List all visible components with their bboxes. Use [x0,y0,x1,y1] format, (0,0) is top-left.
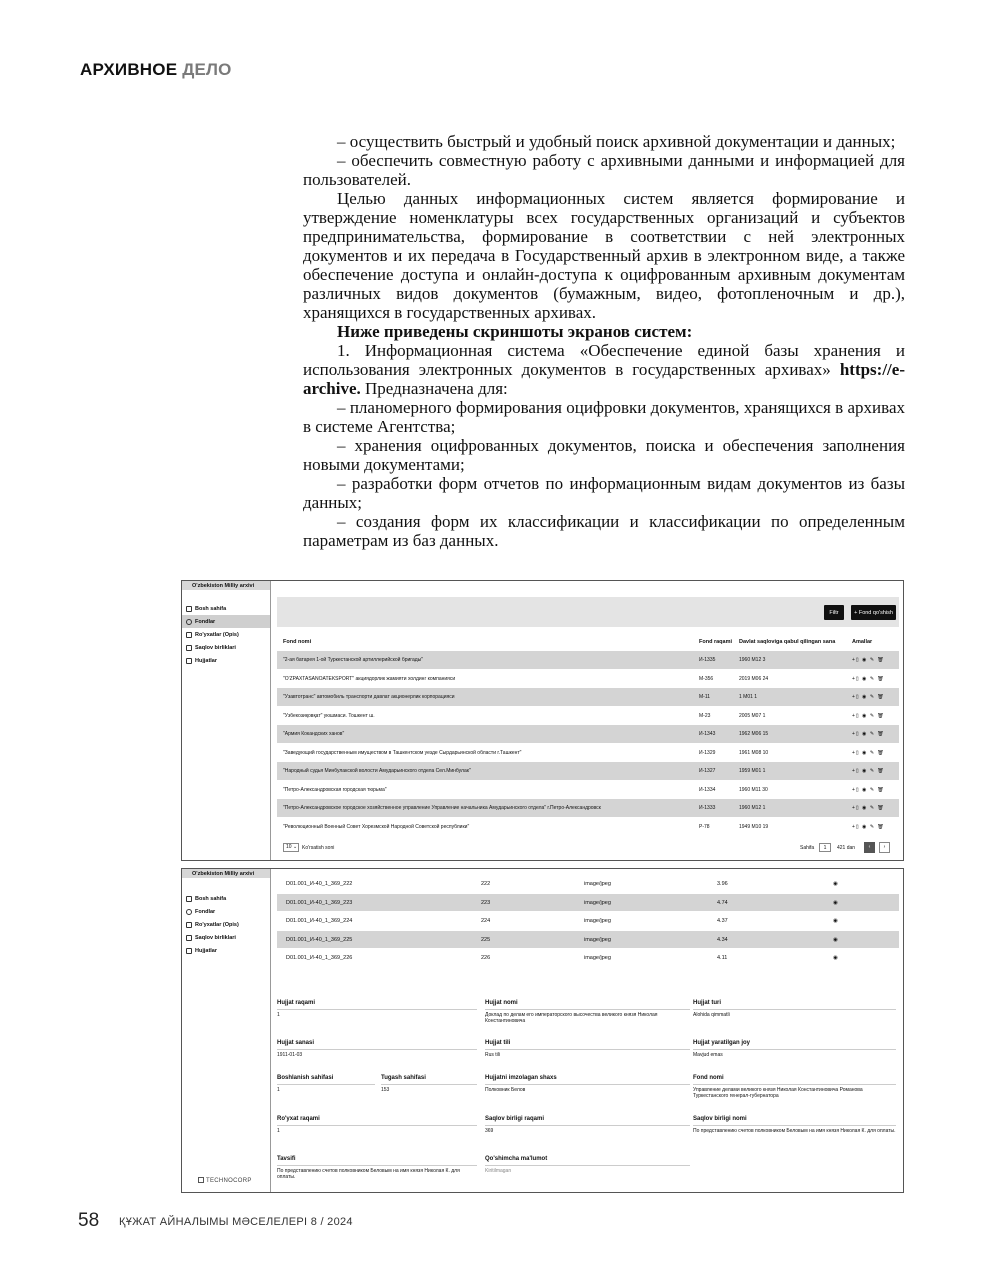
fond-name: "Народный судья Минбулакской волости Амударьинского отдела Сел.Минбулак" [283,768,471,774]
page-total: 421 dan [837,845,856,851]
field-value: Rus tili [485,1052,501,1058]
fond-number: M-356 [699,675,714,682]
row-actions[interactable]: +▯ ◉ ✎ 🗑 [852,823,885,830]
file-type: image/jpeg [584,936,611,943]
column-header[interactable]: Davlat saqloviga qabul qilingan sana [739,639,836,645]
field-label: Ro'yxat raqami [277,1116,477,1126]
fond-number: И-1329 [699,749,716,756]
file-row[interactable] [277,894,899,913]
field-fond-name [693,1075,896,1099]
field-label: Qo'shimcha ma'lumot [485,1156,690,1166]
chevron-down-icon: ⌄ [292,844,298,850]
list-icon [186,922,192,928]
sidebar-item-label: Saqlov birliklari [195,644,236,651]
prev-page-button[interactable] [864,842,875,853]
chevron-left-icon: ‹ [868,844,871,850]
field-value: Доклад по делам его императорского высочества великого князя Николая Константиновича [485,1012,658,1024]
column-header[interactable]: Fond nomi [283,639,312,645]
list-icon [186,632,192,638]
field-value: По представлению счетов полковником Беловым на имя князя Николая К. для оплаты. [277,1168,460,1180]
field-label: Boshlanish sahifasi [277,1075,375,1085]
paragraph: – хранения оцифрованных документов, поиска и обеспечения заполнения новыми документами; [303,436,905,474]
eye-icon[interactable]: ◉ [833,955,838,961]
field-label: Hujjat raqami [277,1000,477,1010]
fond-date: 2005 M07 1 [739,712,766,719]
journal-footer: ҚҰЖАТ АЙНАЛЫМЫ МӘСЕЛЕЛЕРІ 8 / 2024 [119,1216,353,1228]
fond-date: 1959 M01 1 [739,768,766,774]
sidebar-item-label: Bosh sahifa [195,895,227,902]
sidebar-title: O'zbekiston Milliy arxivi [182,869,270,878]
fond-number: M-11 [699,694,711,700]
header-title-accent: ДЕЛО [182,60,232,79]
field-value: Mavjud emas [693,1052,723,1058]
eye-icon[interactable]: ◉ [833,936,838,943]
fond-number: И-1333 [699,805,716,811]
running-header [80,60,232,80]
table-row[interactable] [277,744,899,763]
add-fond-button[interactable]: + Fond qo'shish [851,605,896,620]
table-row[interactable] [277,818,899,837]
sidebar-item-home[interactable] [182,892,270,905]
fond-number: И-1327 [699,768,716,774]
row-actions[interactable]: +▯ ◉ ✎ 🗑 [852,768,885,774]
file-page: 223 [481,899,491,906]
field-value: 369 [485,1128,494,1134]
row-actions[interactable]: +▯ ◉ ✎ 🗑 [852,805,885,811]
field-document-name [485,1000,690,1024]
eye-icon[interactable]: ◉ [833,918,838,924]
table-row[interactable] [277,799,899,818]
fond-number: И-1343 [699,731,716,737]
fond-date: 2019 M06 24 [739,675,769,682]
sidebar-item-label: Ro'yxatlar (Opis) [195,921,239,928]
document-icon [186,658,192,664]
field-value: 1 [277,1128,280,1134]
table-row[interactable] [277,707,899,726]
brand-name: TECHNOCORP [206,1178,252,1184]
article-body [303,132,905,550]
fond-name: "Армия Кокандских ханов" [283,731,345,737]
paragraph: – создания форм их классификации и классификации по определенным параметрам из баз данных. [303,512,905,550]
field-label: Fond nomi [693,1075,896,1085]
fond-date: 1962 M06 15 [739,731,769,737]
field-label: Hujjat sanasi [277,1040,477,1050]
field-description [277,1156,477,1180]
row-actions[interactable]: +▯ ◉ ✎ 🗑 [852,694,885,700]
sidebar-item-label: Ro'yxatlar (Opis) [195,631,239,638]
paragraph: Целью данных информационных систем является формирование и утверждение номенклатуры всех государственных организаций и субъектов предпринимательства, формирование в соответствии с ней электронных документов и их передача в Государственный архив в электронном виде, а также обеспечение доступа и онлайн-доступа к оцифрованным архивным документам различных видов документов (бумажным, видео, фотопленочным и др.), хранящихся в государственных архивах. [303,189,905,322]
table-header [277,639,899,651]
main-content [277,869,899,1192]
sidebar-title: O'zbekiston Milliy arxivi [182,581,270,590]
field-value: По представлению счетов полковником Беловым на имя князя Николая К. для оплаты. [693,1128,896,1134]
field-value: 1911-01-03 [277,1052,303,1058]
table-row[interactable] [277,762,899,781]
paragraph: – планомерного формирования оцифровки документов, хранящихся в архивах в системе Агентства; [303,398,905,436]
sidebar-item-storage-units[interactable] [182,931,270,944]
brand-logo [198,1177,252,1184]
file-name: D01.001_И-40_1_369_225 [286,936,353,943]
screenshot-fonds-list [181,580,904,861]
sidebar-item-label: Bosh sahifa [195,605,227,612]
file-row[interactable] [277,875,899,894]
file-name: D01.001_И-40_1_369_222 [286,881,353,887]
folder-icon [186,935,192,941]
field-storage-unit-number [485,1116,690,1134]
page-label: Sahifa [800,845,815,851]
table-row[interactable] [277,725,899,744]
file-row[interactable] [277,912,899,931]
row-actions[interactable]: +▯ ◉ ✎ 🗑 [852,657,885,663]
field-value: 153 [381,1087,390,1093]
table-row[interactable] [277,651,899,670]
field-creation-place [693,1040,896,1058]
file-size: 4.37 [717,918,728,924]
page-number: 58 [78,1210,100,1231]
field-label: Tugash sahifasi [381,1075,477,1085]
toolbar [277,597,899,627]
sidebar-item-lists[interactable] [182,918,270,931]
main-content [277,581,899,860]
file-type: image/jpeg [584,955,611,961]
field-value: Kiritilmagan [485,1168,512,1174]
row-actions[interactable]: +▯ ◉ ✎ 🗑 [852,786,885,793]
fond-name: "Революционный Военный Совет Хорезмской Народной Советской республики" [283,823,470,830]
fond-date: 1 M01 1 [739,694,758,700]
file-page: 224 [481,918,491,924]
fond-date: 1949 M10 19 [739,823,769,830]
home-icon [186,606,192,612]
technocorp-icon [198,1177,204,1183]
fond-date: 1961 M08 10 [739,749,769,756]
sidebar-item-label: Hujjatlar [195,657,218,664]
fond-name: "Ўзавтотранс" автомобиль транспорти давлат акционерлик корпорацияси [283,694,455,700]
fond-name: "O'ZPAXTASANOATEKSPORT" акциядорлик жамияти холдинг компанияси [283,675,456,682]
next-page-button[interactable] [879,842,890,853]
file-row[interactable] [277,949,899,968]
page-size-value: 10 [286,844,292,850]
sidebar-item-home[interactable] [182,602,270,615]
row-actions[interactable]: +▯ ◉ ✎ 🗑 [852,675,885,682]
table-row[interactable] [277,781,899,800]
file-page: 222 [481,881,491,887]
field-label: Saqlov birligi raqami [485,1116,690,1126]
fond-number: И-1334 [699,786,716,793]
paragraph-link-text: https://e-archive. [303,360,905,398]
file-size: 4.11 [717,955,728,961]
eye-icon[interactable]: ◉ [833,899,838,906]
field-value: 1 [277,1087,280,1093]
file-type: image/jpeg [584,899,611,906]
table-body [277,651,899,836]
sidebar-item-label: Hujjatlar [195,947,218,954]
fond-name: "Петро-Александровское городское хозяйственное управление Управление начальника Амударьинского отдела" г.Петро-Александровск [283,805,601,811]
field-start-page [277,1075,375,1093]
field-label: Hujjat nomi [485,1000,690,1010]
fond-name: "Заведующий государственным имуществом в Ташкентском уезде Сырдарьинской области г.Ташкент" [283,749,522,756]
archive-icon [186,909,192,915]
field-list-number [277,1116,477,1134]
sidebar-item-label: Fondlar [195,618,216,625]
paragraph: – разработки форм отчетов по информационным видам документов из базы данных; [303,474,905,512]
eye-icon[interactable]: ◉ [833,881,838,887]
file-name: D01.001_И-40_1_369_223 [286,899,353,906]
paragraph [303,341,905,398]
file-page: 225 [481,936,491,943]
row-actions[interactable]: +▯ ◉ ✎ 🗑 [852,731,885,737]
field-document-date [277,1040,477,1058]
field-label: Saqlov birligi nomi [693,1116,896,1126]
sidebar-item-label: Fondlar [195,908,216,915]
screenshot-document-detail [181,868,904,1193]
pagination [277,842,899,854]
file-row[interactable] [277,931,899,950]
file-type: image/jpeg [584,881,611,887]
row-actions[interactable]: +▯ ◉ ✎ 🗑 [852,712,885,719]
fond-number: И-1335 [699,657,716,663]
page-input[interactable]: 1 [819,843,831,852]
field-value: Полковник Белов [485,1087,526,1093]
column-header[interactable]: Fond raqami [699,639,733,645]
file-type: image/jpeg [584,918,611,924]
file-page: 226 [481,955,491,961]
field-value: Управление делами великого князя Николая Константиновича Романова Туркестанского генерал-губернатора [693,1087,863,1099]
file-list [277,875,899,968]
file-size: 3.96 [717,881,728,887]
archive-icon [186,619,192,625]
chevron-right-icon: › [883,844,886,850]
filter-button[interactable]: Filtr [824,605,844,620]
fond-name: "Ўзбекозиқовқат" уюшмаси. Тошкент ш. [283,712,375,719]
sidebar [182,581,271,860]
field-document-language [485,1040,690,1058]
field-end-page [381,1075,477,1093]
file-name: D01.001_И-40_1_369_226 [286,955,353,961]
header-title-main: АРХИВНОЕ [80,60,178,79]
fond-number: M-23 [699,712,711,719]
file-size: 4.74 [717,899,728,906]
paragraph-bold: Ниже приведены скриншоты экранов систем: [337,322,693,341]
sidebar-item-label: Saqlov birliklari [195,934,236,941]
fond-date: 1960 M11 30 [739,786,768,793]
sidebar-item-documents[interactable] [182,944,270,957]
paragraph-text: 1. Информационная система «Обеспечение единой базы хранения и использования электронных документов в государственных архивах» [303,341,905,379]
document-icon [186,948,192,954]
field-value: 1 [277,1012,280,1018]
fond-date: 1960 M12 3 [739,657,766,663]
sidebar-item-lists[interactable] [182,628,270,641]
sidebar [182,869,271,1192]
file-size: 4.34 [717,936,728,943]
table-row[interactable] [277,670,899,689]
sidebar-item-fonds[interactable] [182,905,270,918]
field-label: Tavsifi [277,1156,477,1166]
file-name: D01.001_И-40_1_369_224 [286,918,353,924]
fond-name: "2-ая батарея 1-ой Туркестанской артиллерийской бригады" [283,657,424,663]
field-additional-info [485,1156,690,1174]
paragraph: – осуществить быстрый и удобный поиск архивной документации и данных; [337,132,896,151]
page-size-select[interactable] [283,843,299,852]
fond-date: 1960 M12 1 [739,805,766,811]
field-label: Hujjat yaratilgan joy [693,1040,896,1050]
sidebar-item-storage-units[interactable] [182,641,270,654]
column-header: Amallar [852,639,873,645]
field-document-number [277,1000,477,1018]
field-label: Hujjat tili [485,1040,690,1050]
folder-icon [186,645,192,651]
fond-number: P-78 [699,823,710,830]
field-storage-unit-name [693,1116,896,1134]
paragraph: – обеспечить совместную работу с архивными данными и информацией для пользователей. [303,151,905,189]
page-size-label: Ko'rsatish soni [302,845,335,851]
field-value: Alohida qimmatli [693,1012,730,1018]
sidebar-item-fonds[interactable] [182,615,270,628]
field-signed-by [485,1075,690,1093]
paragraph-text: Предназначена для: [360,379,508,398]
sidebar-item-documents[interactable] [182,654,270,667]
fond-name: "Петро-Александровская городская тюрьма" [283,786,387,793]
home-icon [186,896,192,902]
field-label: Hujjat turi [693,1000,896,1010]
field-document-type [693,1000,896,1018]
field-label: Hujjatni imzolagan shaxs [485,1075,690,1085]
row-actions[interactable]: +▯ ◉ ✎ 🗑 [852,749,885,756]
table-row[interactable] [277,688,899,707]
